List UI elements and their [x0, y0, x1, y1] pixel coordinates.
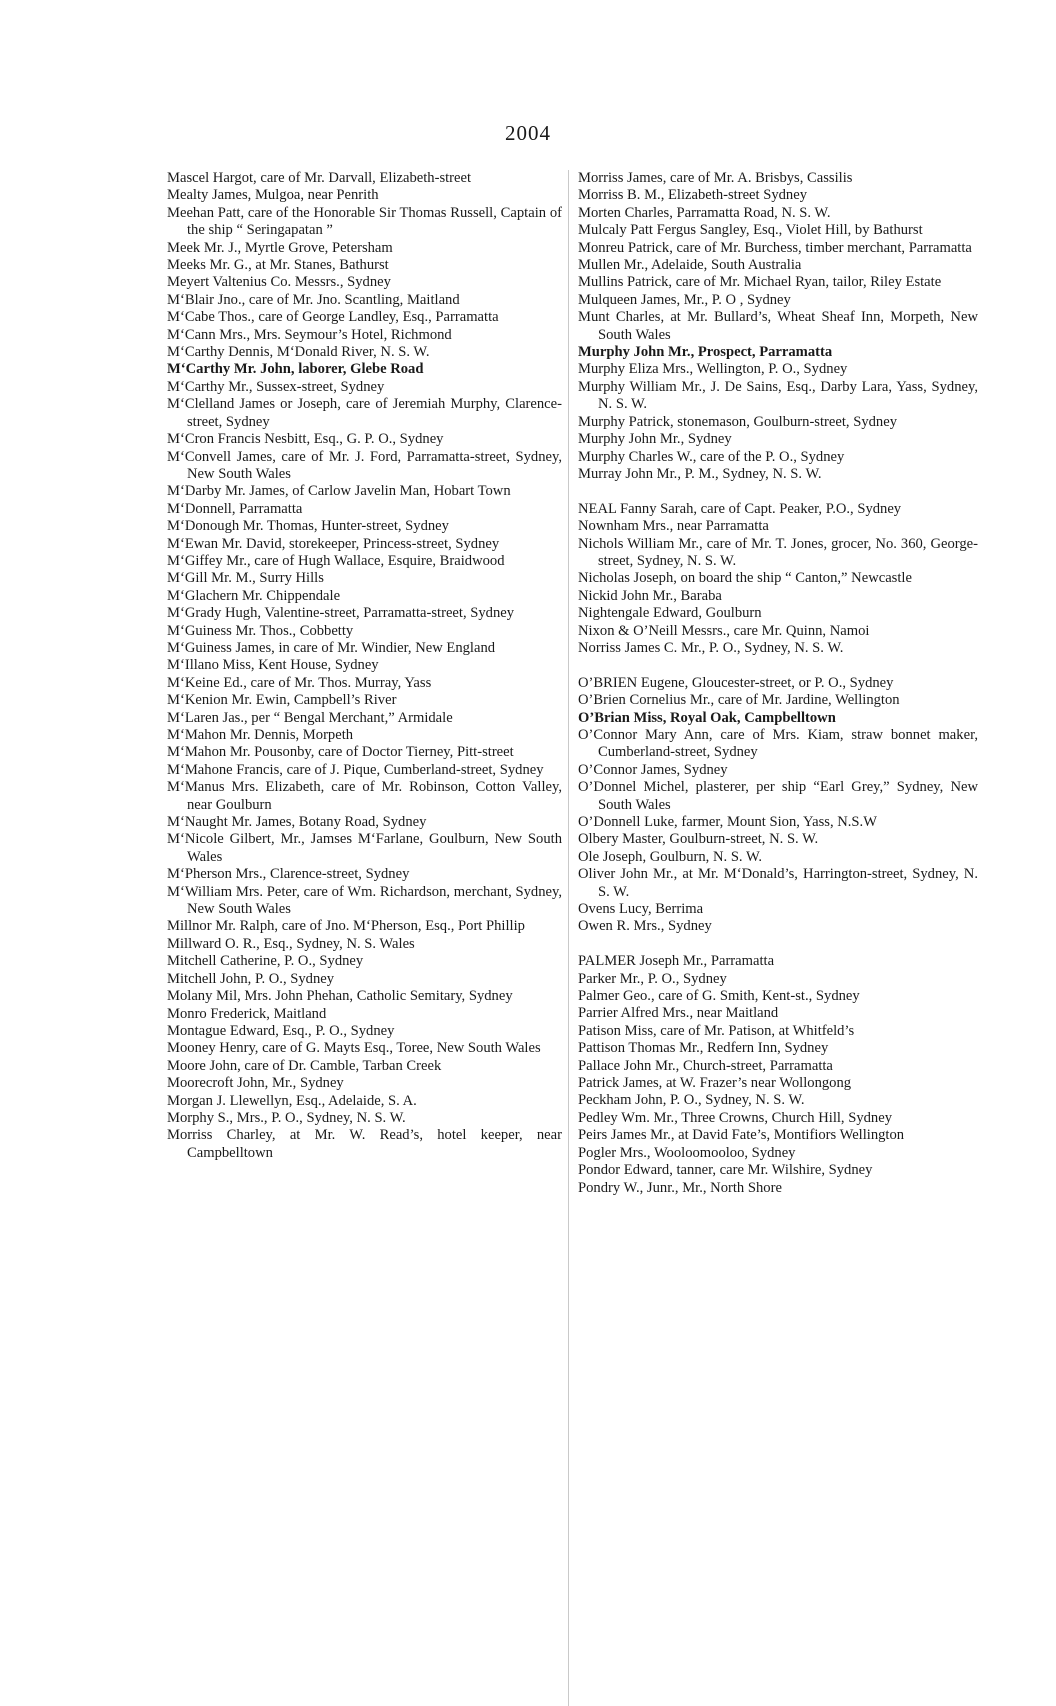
directory-entry: Meek Mr. J., Myrtle Grove, Petersham	[167, 239, 393, 256]
directory-entry: M‘Ewan Mr. David, storekeeper, Princess-street, Sydney	[167, 535, 500, 552]
directory-entry: Morriss James, care of Mr. A. Brisbys, Cassilis	[578, 170, 853, 186]
directory-entry: M‘Guiness Mr. Thos., Cobbetty	[167, 622, 354, 639]
directory-entry: Mulcaly Patt Fergus Sangley, Esq., Violet Hill, by Bathurst	[578, 222, 923, 239]
directory-entry: Meyert Valtenius Co. Messrs., Sydney	[167, 274, 391, 291]
directory-entry: M‘Naught Mr. James, Botany Road, Sydney	[167, 814, 427, 831]
directory-entry: Montague Edward, Esq., P. O., Sydney	[167, 1022, 395, 1039]
directory-entry: Mitchell John, P. O., Sydney	[167, 970, 335, 987]
directory-entry: Pallace John Mr., Church-street, Parramatta	[578, 1057, 833, 1074]
directory-entry: M‘Guiness James, in care of Mr. Windier, New England	[167, 639, 496, 656]
directory-entry: Ovens Lucy, Berrima	[578, 901, 704, 918]
directory-entry: Monreu Patrick, care of Mr. Burchess, timber merchant, Parramatta	[578, 239, 972, 256]
directory-entry: M‘Carthy Mr., Sussex-street, Sydney	[167, 378, 385, 395]
directory-entry: M‘Glachern Mr. Chippendale	[167, 587, 341, 604]
directory-entry: O’Donnell Luke, farmer, Mount Sion, Yass, N.S.W	[578, 814, 877, 830]
directory-entry: M‘Gill Mr. M., Surry Hills	[167, 570, 324, 587]
directory-entry: M‘Grady Hugh, Valentine-street, Parramatta-street, Sydney	[167, 605, 515, 622]
directory-entry: Mitchell Catherine, P. O., Sydney	[167, 953, 364, 970]
directory-entry: Palmer Geo., care of G. Smith, Kent-st., Sydney	[578, 988, 860, 1005]
directory-entry: NEAL Fanny Sarah, care of Capt. Peaker, P.O., Sydney	[578, 500, 902, 517]
directory-entry: Nickid John Mr., Baraba	[578, 587, 722, 604]
directory-entry: Norriss James C. Mr., P. O., Sydney, N. S. W.	[578, 639, 844, 656]
directory-entry: Millward O. R., Esq., Sydney, N. S. Wales	[167, 935, 415, 952]
directory-entry: Mulqueen James, Mr., P. O , Sydney	[578, 291, 791, 308]
directory-entry: Ole Joseph, Goulburn, N. S. W.	[578, 848, 763, 865]
column-divider	[568, 170, 569, 1706]
directory-entry: Murphy John Mr., Prospect, Parramatta	[578, 344, 833, 361]
directory-entry: Meeks Mr. G., at Mr. Stanes, Bathurst	[167, 257, 389, 274]
left-column	[167, 170, 562, 1162]
directory-entry: Mascel Hargot, care of Mr. Darvall, Elizabeth-street	[167, 170, 472, 186]
directory-entry: M‘Blair Jno., care of Mr. Jno. Scantling, Maitland	[167, 291, 460, 308]
directory-entry: M‘William Mrs. Peter, care of Wm. Richardson, merchant, Sydney, New South Wales	[167, 883, 562, 918]
directory-entry: Murray John Mr., P. M., Sydney, N. S. W.	[578, 465, 822, 482]
directory-entry: Moorecroft John, Mr., Sydney	[167, 1075, 344, 1092]
directory-entry: Peirs James Mr., at David Fate’s, Montifiors Wellington	[578, 1127, 905, 1144]
directory-entry: M‘Illano Miss, Kent House, Sydney	[167, 657, 379, 674]
directory-entry: Morten Charles, Parramatta Road, N. S. W.	[578, 204, 831, 221]
directory-entry: Meehan Patt, care of the Honorable Sir Thomas Russell, Captain of the ship “ Seringapatan ”	[167, 204, 562, 239]
directory-entry: O’BRIEN Eugene, Gloucester-street, or P. O., Sydney	[578, 674, 894, 691]
directory-entry: M‘Donnell, Parramatta	[167, 500, 303, 517]
directory-entry: Oliver John Mr., at Mr. M‘Donald’s, Harrington-street, Sydney, N. S. W.	[578, 866, 978, 900]
directory-entry: O’Connor James, Sydney	[578, 761, 728, 778]
directory-entry: M‘Donough Mr. Thomas, Hunter-street, Sydney	[167, 518, 449, 535]
directory-entry: Murphy Patrick, stonemason, Goulburn-street, Sydney	[578, 413, 897, 430]
directory-entry: Mullins Patrick, care of Mr. Michael Ryan, tailor, Riley Estate	[578, 274, 942, 291]
directory-entry: Moore John, care of Dr. Camble, Tarban Creek	[167, 1057, 442, 1074]
directory-entry: O’Brien Cornelius Mr., care of Mr. Jardine, Wellington	[578, 692, 900, 709]
directory-entry: M‘Pherson Mrs., Clarence-street, Sydney	[167, 866, 410, 883]
directory-entry: Olbery Master, Goulburn-street, N. S. W.	[578, 831, 819, 848]
directory-entry: M‘Keine Ed., care of Mr. Thos. Murray, Yass	[167, 674, 432, 691]
section-gap	[578, 483, 978, 500]
directory-entry: M‘Carthy Mr. John, laborer, Glebe Road	[167, 361, 424, 378]
directory-entry: Molany Mil, Mrs. John Phehan, Catholic Semitary, Sydney	[167, 988, 513, 1005]
right-column	[578, 170, 978, 1197]
directory-entry: M‘Cabe Thos., care of George Landley, Esq., Parramatta	[167, 309, 499, 326]
page-number: 2004	[505, 121, 551, 145]
directory-entry: Murphy John Mr., Sydney	[578, 431, 732, 448]
directory-entry: Owen R. Mrs., Sydney	[578, 918, 712, 935]
directory-entry: M‘Kenion Mr. Ewin, Campbell’s River	[167, 692, 397, 709]
directory-entry: Pogler Mrs., Wooloomooloo, Sydney	[578, 1144, 796, 1161]
directory-entry: M‘Laren Jas., per “ Bengal Merchant,” Armidale	[167, 709, 453, 726]
directory-entry: M‘Manus Mrs. Elizabeth, care of Mr. Robinson, Cotton Valley, near Goulburn	[167, 779, 562, 813]
directory-entry: Monro Frederick, Maitland	[167, 1005, 327, 1022]
directory-entry: Morriss B. M., Elizabeth-street Sydney	[578, 187, 808, 204]
directory-entry: Mealty James, Mulgoa, near Penrith	[167, 187, 379, 204]
directory-entry: M‘Giffey Mr., care of Hugh Wallace, Esquire, Braidwood	[167, 552, 505, 569]
directory-entry: Morriss Charley, at Mr. W. Read’s, hotel keeper, near Campbelltown	[167, 1127, 562, 1161]
directory-entry: Nichols William Mr., care of Mr. T. Jones, grocer, No. 360, George-street, Sydney, N. S. W.	[578, 535, 978, 569]
directory-entry: O’Connor Mary Ann, care of Mrs. Kiam, straw bonnet maker, Cumberland-street, Sydney	[578, 726, 978, 761]
directory-entry: M‘Carthy Dennis, M‘Donald River, N. S. W.	[167, 344, 430, 361]
directory-entry: Nicholas Joseph, on board the ship “ Canton,” Newcastle	[578, 570, 912, 587]
directory-entry: Parrier Alfred Mrs., near Maitland	[578, 1005, 779, 1022]
directory-entry: Morphy S., Mrs., P. O., Sydney, N. S. W.	[167, 1109, 406, 1126]
directory-entry: Patrick James, at W. Frazer’s near Wollongong	[578, 1075, 852, 1092]
directory-entry: PALMER Joseph Mr., Parramatta	[578, 953, 775, 970]
directory-entry: Mullen Mr., Adelaide, South Australia	[578, 257, 802, 274]
directory-entry: Murphy Eliza Mrs., Wellington, P. O., Sydney	[578, 361, 848, 378]
directory-entry: M‘Clelland James or Joseph, care of Jeremiah Murphy, Clarence-street, Sydney	[167, 396, 562, 430]
directory-entry: M‘Cann Mrs., Mrs. Seymour’s Hotel, Richmond	[167, 326, 452, 343]
directory-entry: Murphy Charles W., care of the P. O., Sydney	[578, 448, 845, 465]
directory-entry: O’Brian Miss, Royal Oak, Campbelltown	[578, 709, 836, 726]
section-gap	[578, 936, 978, 953]
directory-entry: Nightengale Edward, Goulburn	[578, 605, 762, 622]
directory-entry: Pondry W., Junr., Mr., North Shore	[578, 1179, 782, 1196]
directory-entry: M‘Cron Francis Nesbitt, Esq., G. P. O., Sydney	[167, 431, 444, 448]
directory-entry: Pedley Wm. Mr., Three Crowns, Church Hill, Sydney	[578, 1109, 893, 1126]
directory-entry: Nixon & O’Neill Messrs., care Mr. Quinn, Namoi	[578, 622, 870, 639]
directory-entry: M‘Nicole Gilbert, Mr., Jamses M‘Farlane, Goulburn, New South Wales	[167, 831, 562, 865]
directory-entry: Munt Charles, at Mr. Bullard’s, Wheat Sheaf Inn, Morpeth, New South Wales	[578, 309, 978, 343]
directory-entry: Mooney Henry, care of G. Mayts Esq., Toree, New South Wales	[167, 1040, 541, 1057]
section-gap	[578, 657, 978, 674]
directory-entry: Nownham Mrs., near Parramatta	[578, 518, 769, 535]
directory-entry: M‘Convell James, care of Mr. J. Ford, Parramatta-street, Sydney, New South Wales	[167, 448, 562, 482]
directory-entry: M‘Darby Mr. James, of Carlow Javelin Man, Hobart Town	[167, 483, 511, 500]
directory-entry: Millnor Mr. Ralph, care of Jno. M‘Pherson, Esq., Port Phillip	[167, 918, 525, 935]
directory-entry: Peckham John, P. O., Sydney, N. S. W.	[578, 1092, 805, 1109]
directory-entry: M‘Mahon Mr. Dennis, Morpeth	[167, 727, 354, 743]
directory-entry: O’Donnel Michel, plasterer, per ship “Earl Grey,” Sydney, New South Wales	[578, 779, 978, 813]
directory-entry: Morgan J. Llewellyn, Esq., Adelaide, S. A.	[167, 1092, 417, 1109]
directory-entry: M‘Mahone Francis, care of J. Pique, Cumberland-street, Sydney	[167, 761, 544, 778]
directory-entry: Pondor Edward, tanner, care Mr. Wilshire, Sydney	[578, 1162, 873, 1179]
directory-entry: Pattison Thomas Mr., Redfern Inn, Sydney	[578, 1040, 829, 1057]
directory-entry: M‘Mahon Mr. Pousonby, care of Doctor Tierney, Pitt-street	[167, 744, 514, 761]
directory-entry: Patison Miss, care of Mr. Patison, at Whitfeld’s	[578, 1022, 855, 1039]
directory-entry: Murphy William Mr., J. De Sains, Esq., Darby Lara, Yass, Sydney, N. S. W.	[578, 378, 978, 413]
directory-entry: Parker Mr., P. O., Sydney	[578, 970, 727, 987]
